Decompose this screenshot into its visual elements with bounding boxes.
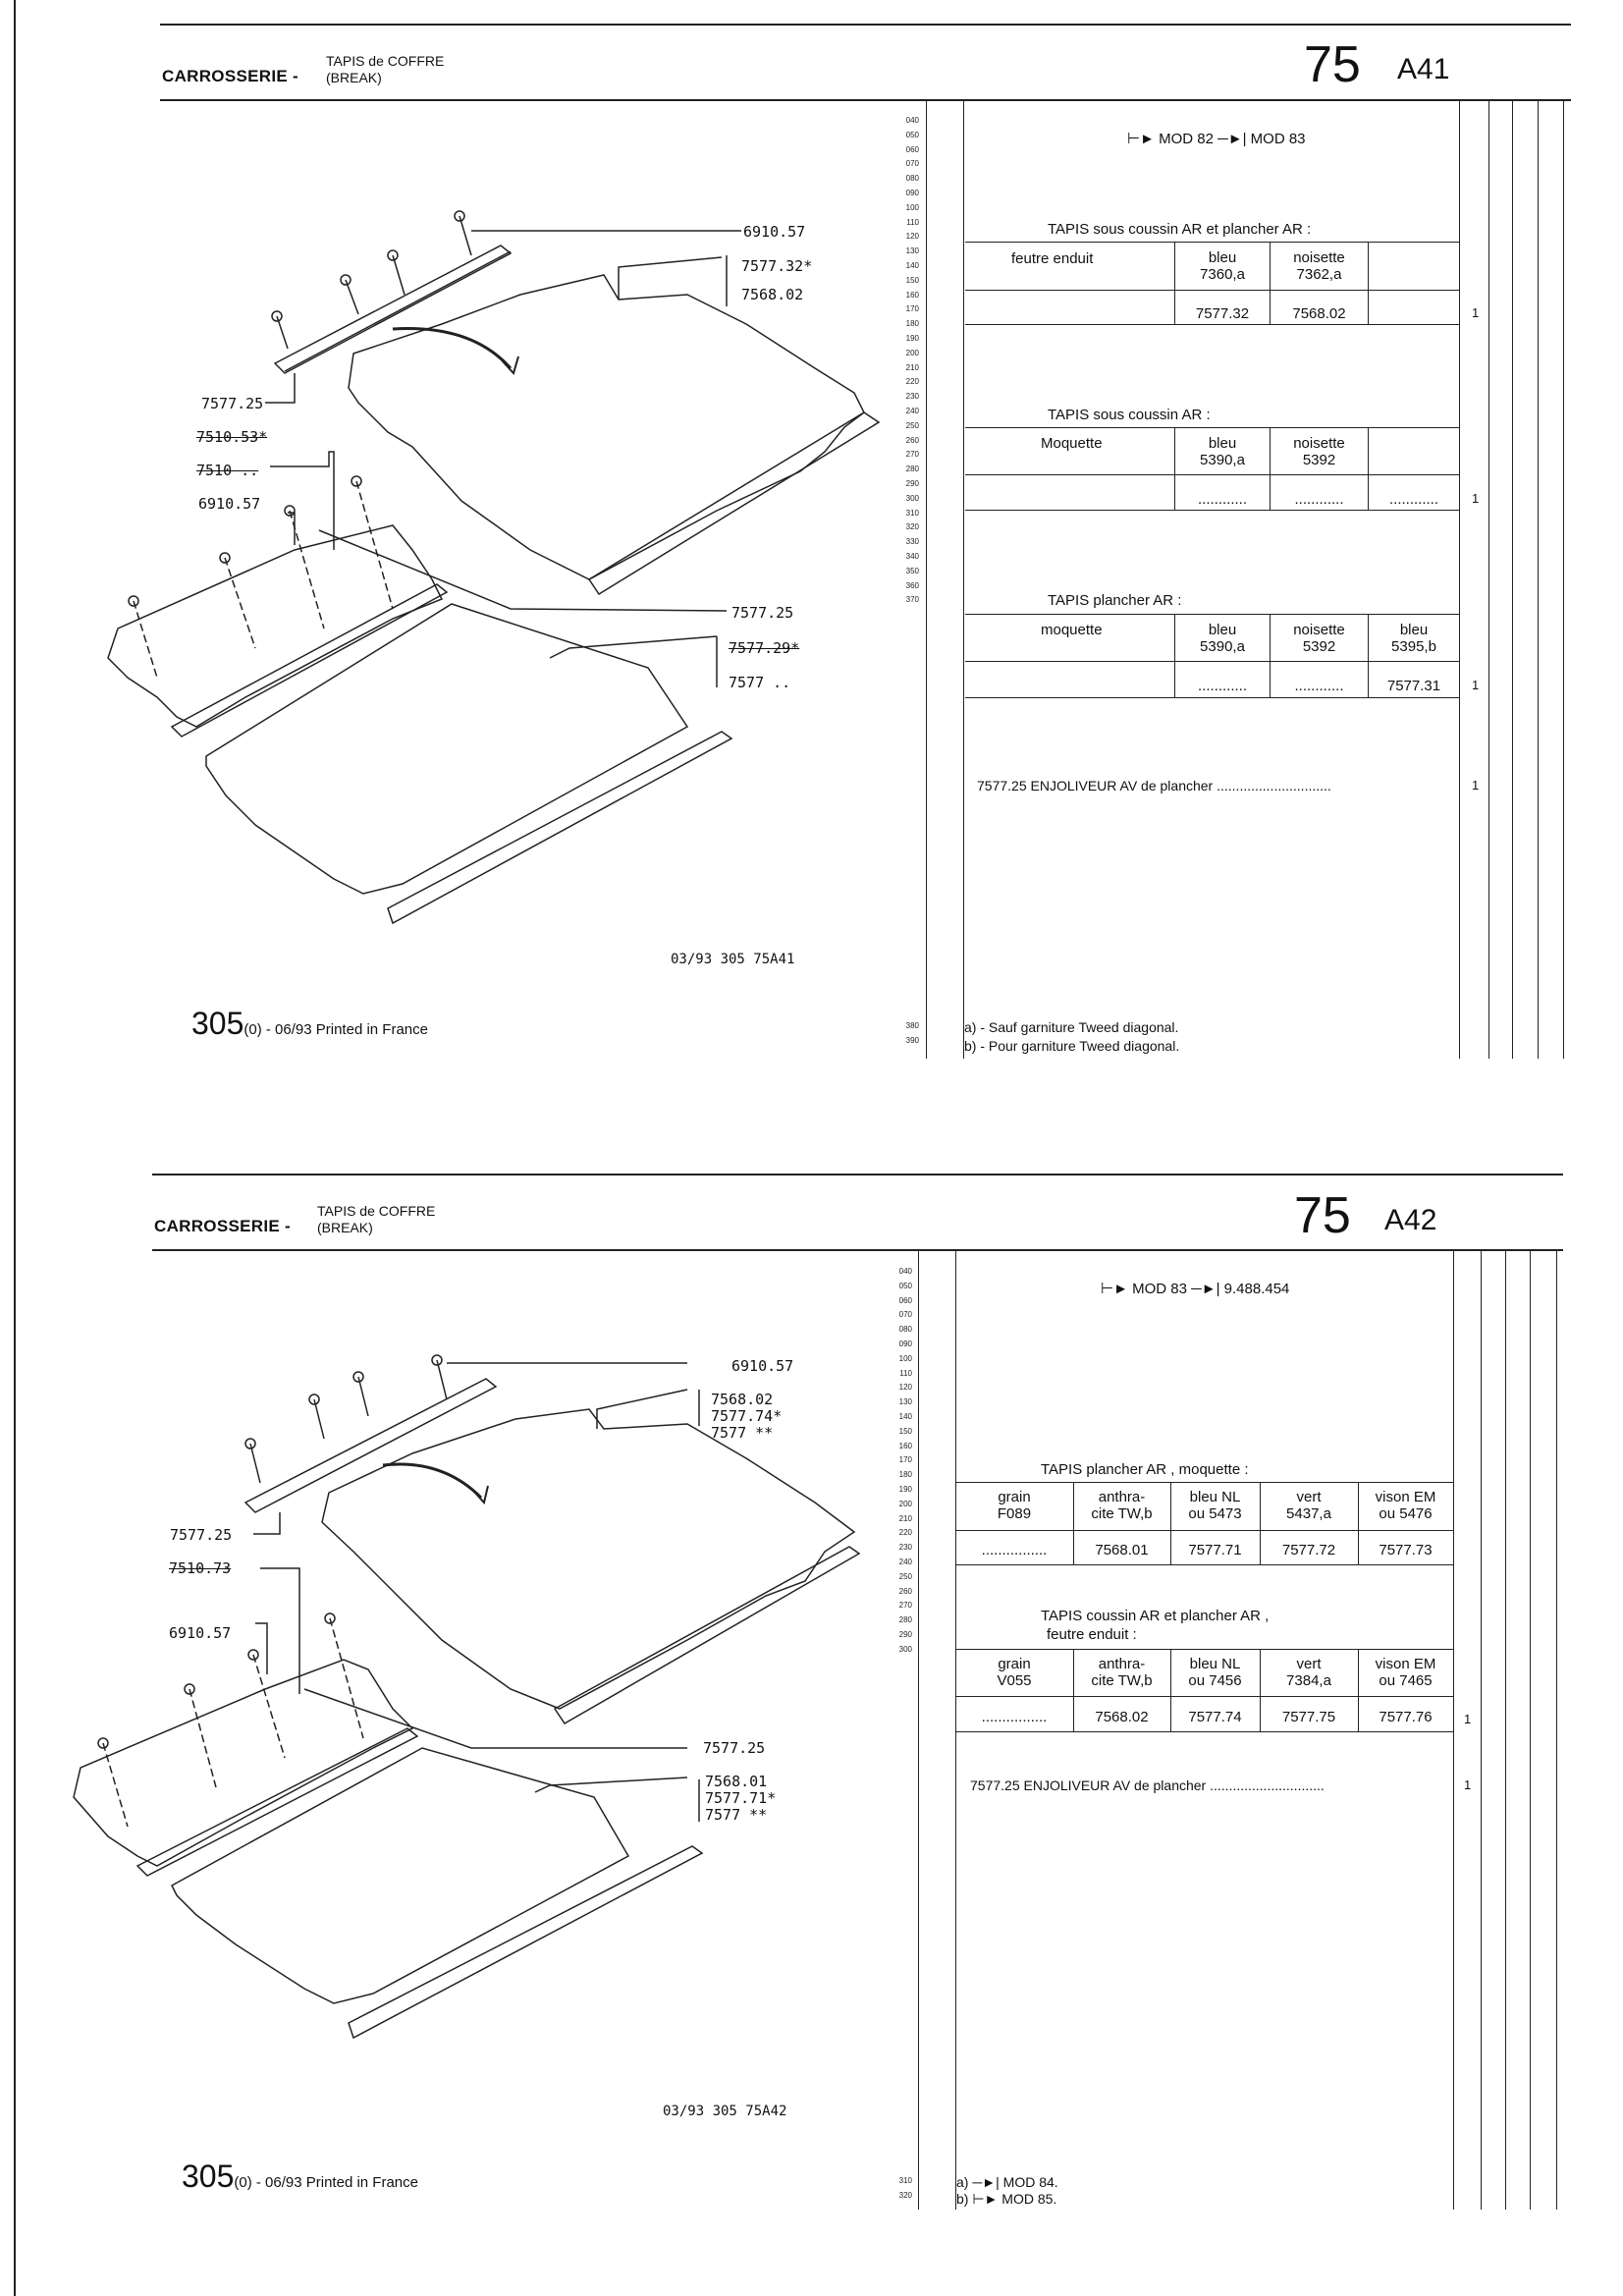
- row-number: 070: [905, 159, 919, 169]
- row-number: 150: [898, 1426, 912, 1436]
- row-number: 090: [905, 188, 919, 197]
- table3-description: moquette: [1041, 622, 1103, 638]
- row-number: 080: [905, 174, 919, 184]
- callout-label: 7577.25: [731, 604, 794, 622]
- callout-label: 7577 **: [711, 1424, 774, 1442]
- table-cell-value: 7577.75: [1281, 1709, 1336, 1725]
- table1-col1-value: 7577.32: [1195, 305, 1250, 322]
- table2-quantity: 1: [1472, 491, 1480, 506]
- table3-col1-value: ............: [1197, 678, 1247, 694]
- callout-label-superseded: 7510.53*: [196, 428, 268, 446]
- table3-col1-header: bleu 5390,a: [1200, 622, 1245, 655]
- table1-col2-value: 7568.02: [1292, 305, 1346, 322]
- enjoliveur-line: 7577.25 ENJOLIVEUR AV de plancher ..............................: [970, 1777, 1325, 1793]
- plate-code: A41: [1397, 53, 1450, 85]
- row-number: 330: [905, 537, 919, 547]
- table2-col2-value: ............: [1294, 491, 1344, 508]
- row-number: 270: [905, 450, 919, 460]
- row-number: 090: [898, 1339, 912, 1348]
- group-number: 75: [1294, 1187, 1351, 1244]
- row-number: 130: [905, 246, 919, 256]
- plate-code: A42: [1384, 1204, 1437, 1236]
- callout-label: 7577.25: [201, 395, 264, 412]
- table2-title: TAPIS coussin AR et plancher AR ,: [1041, 1608, 1270, 1624]
- row-number: 230: [898, 1543, 912, 1553]
- row-number: 300: [905, 493, 919, 503]
- row-number: 110: [906, 217, 919, 227]
- row-number: 260: [905, 435, 919, 445]
- table-cell-value: 7577.71: [1188, 1542, 1242, 1558]
- footer-model: 305: [191, 1006, 244, 1041]
- row-number: 100: [905, 202, 919, 212]
- callout-label: 7577.25: [170, 1526, 233, 1544]
- drawing-reference: 03/93 305 75A41: [671, 952, 795, 967]
- enjoliveur-quantity: 1: [1464, 1777, 1472, 1792]
- note-b: b) - Pour garniture Tweed diagonal.: [964, 1038, 1180, 1054]
- table3-title: TAPIS plancher AR :: [1048, 592, 1182, 609]
- row-number: 060: [898, 1295, 912, 1305]
- row-number: 380: [905, 1021, 919, 1030]
- row-number: 190: [898, 1484, 912, 1494]
- table-column-header: bleu NL ou 7456: [1188, 1656, 1242, 1689]
- row-number: 140: [905, 260, 919, 270]
- table-cell-value: 7577.72: [1281, 1542, 1336, 1558]
- row-number: 350: [905, 566, 919, 575]
- table-cell-value: 7577.74: [1188, 1709, 1242, 1725]
- section-title: CARROSSERIE -: [154, 1217, 291, 1235]
- note-a: a) - Sauf garniture Tweed diagonal.: [964, 1019, 1179, 1035]
- row-number: 360: [905, 580, 919, 590]
- row-number: 150: [905, 275, 919, 285]
- table2-title-line2: feutre enduit :: [1047, 1626, 1137, 1643]
- subtitle-line-2: (BREAK): [326, 70, 382, 85]
- group-number: 75: [1304, 36, 1361, 93]
- row-number: 070: [898, 1310, 912, 1320]
- row-number: 230: [905, 392, 919, 402]
- table1-description: feutre enduit: [1011, 250, 1094, 267]
- arrow-end-icon: ─►|: [1217, 131, 1247, 147]
- row-number: 250: [905, 420, 919, 430]
- row-number: 320: [898, 2190, 912, 2200]
- row-number: 170: [905, 304, 919, 314]
- subtitle-line-1: TAPIS de COFFRE: [317, 1203, 436, 1219]
- row-number: 220: [905, 377, 919, 387]
- row-number: 120: [905, 232, 919, 242]
- row-number: 310: [905, 508, 919, 518]
- table-column-header: vison EM ou 7465: [1375, 1656, 1436, 1689]
- row-number: 320: [905, 522, 919, 532]
- table-cell-value: 7568.02: [1095, 1709, 1149, 1725]
- arrow-start-icon: ⊢►: [972, 2191, 999, 2207]
- arrow-end-icon: ─►|: [972, 2174, 1000, 2190]
- footer-model: 305: [182, 2159, 235, 2194]
- row-number: 180: [905, 319, 919, 329]
- table-cell-value: 7577.76: [1379, 1709, 1433, 1725]
- row-number: 280: [905, 465, 919, 474]
- table2-col1-header: bleu 5390,a: [1200, 435, 1245, 468]
- callout-label: 6910.57: [743, 223, 806, 241]
- table2-quantity: 1: [1464, 1712, 1472, 1726]
- row-number: 300: [898, 1644, 912, 1654]
- callout-label: 7568.02: [741, 286, 804, 303]
- row-number: 290: [898, 1629, 912, 1639]
- table1-title: TAPIS sous coussin AR et plancher AR :: [1048, 221, 1312, 238]
- footer-text: (0) - 06/93 Printed in France: [243, 1021, 428, 1038]
- callout-label: 7577 ..: [729, 674, 791, 691]
- table2-title: TAPIS sous coussin AR :: [1048, 407, 1211, 423]
- row-number: 290: [905, 478, 919, 488]
- subtitle-line-1: TAPIS de COFFRE: [326, 53, 445, 69]
- table-column-header: anthra- cite TW,b: [1091, 1489, 1153, 1522]
- row-number: 110: [899, 1368, 912, 1378]
- row-number: 260: [898, 1586, 912, 1596]
- table3-col3-header: bleu 5395,b: [1391, 622, 1436, 655]
- row-number: 270: [898, 1601, 912, 1611]
- table1-quantity: 1: [1472, 305, 1480, 320]
- callout-label: 7568.01: [705, 1773, 768, 1790]
- table-cell-value: ................: [981, 1542, 1048, 1558]
- row-number: 210: [898, 1513, 912, 1523]
- row-number: 050: [905, 130, 919, 139]
- row-number: 220: [898, 1528, 912, 1538]
- section-title: CARROSSERIE -: [162, 67, 298, 85]
- row-number-column-bottom: [885, 2174, 912, 2204]
- table1-col1-header: bleu 7360,a: [1200, 249, 1245, 283]
- row-number: 190: [905, 333, 919, 343]
- row-number: 040: [898, 1267, 912, 1276]
- callout-label: 7577 **: [705, 1806, 768, 1824]
- note-b: b) ⊢► MOD 85.: [956, 2191, 1057, 2207]
- exploded-drawing-a41: [0, 0, 1623, 1080]
- row-number: 250: [898, 1571, 912, 1581]
- mod-line: ⊢► MOD 82 ─►| MOD 83: [1127, 131, 1306, 147]
- table2-description: Moquette: [1041, 435, 1103, 452]
- table-cell-value: 7568.01: [1095, 1542, 1149, 1558]
- row-number: 210: [905, 362, 919, 372]
- mod-line: ⊢► MOD 83 ─►| 9.488.454: [1101, 1281, 1290, 1297]
- row-number: 130: [898, 1397, 912, 1407]
- callout-label: 6910.57: [198, 495, 261, 513]
- table-column-header: grain F089: [997, 1489, 1032, 1522]
- row-number: 080: [898, 1325, 912, 1335]
- callout-label: 6910.57: [731, 1357, 794, 1375]
- row-number: 140: [898, 1411, 912, 1421]
- row-number: 340: [905, 551, 919, 561]
- table3-col2-value: ............: [1294, 678, 1344, 694]
- callout-label: 6910.57: [169, 1624, 232, 1642]
- table1-title: TAPIS plancher AR , moquette :: [1041, 1461, 1249, 1478]
- row-number: 390: [905, 1035, 919, 1045]
- row-number: 310: [898, 2176, 912, 2185]
- row-number: 240: [905, 406, 919, 415]
- row-number: 040: [905, 116, 919, 125]
- table2-col3-value: ............: [1388, 491, 1438, 508]
- drawing-reference: 03/93 305 75A42: [663, 2104, 787, 2119]
- table-column-header: anthra- cite TW,b: [1091, 1656, 1153, 1689]
- row-number: 200: [898, 1499, 912, 1508]
- table-column-header: grain V055: [997, 1656, 1032, 1689]
- callout-label-superseded: 7510.73: [169, 1559, 232, 1577]
- table-column-header: vison EM ou 5476: [1375, 1489, 1436, 1522]
- arrow-end-icon: ─►|: [1191, 1281, 1220, 1297]
- table-cell-value: 7577.73: [1379, 1542, 1433, 1558]
- row-number: 060: [905, 144, 919, 154]
- table-column-header: bleu NL ou 5473: [1188, 1489, 1242, 1522]
- table3-col2-header: noisette 5392: [1293, 622, 1345, 655]
- callout-label-superseded: 7510 ..: [196, 462, 259, 479]
- table3-quantity: 1: [1472, 678, 1480, 692]
- exploded-drawing-a42: [0, 1159, 1623, 2141]
- table-column-header: vert 5437,a: [1286, 1489, 1331, 1522]
- footer-text: (0) - 06/93 Printed in France: [234, 2174, 418, 2191]
- row-number: 170: [898, 1455, 912, 1465]
- callout-label-superseded: 7577.29*: [729, 639, 800, 657]
- enjoliveur-quantity: 1: [1472, 778, 1480, 793]
- table1-col2-header: noisette 7362,a: [1293, 249, 1345, 283]
- table-cell-value: ................: [981, 1709, 1048, 1725]
- enjoliveur-line: 7577.25 ENJOLIVEUR AV de plancher ..............................: [977, 778, 1331, 793]
- callout-label: 7577.74*: [711, 1407, 783, 1425]
- table2-col1-value: ............: [1197, 491, 1247, 508]
- row-number: 370: [905, 595, 919, 605]
- subtitle-line-2: (BREAK): [317, 1220, 373, 1235]
- row-number: 280: [898, 1615, 912, 1625]
- table2-col2-header: noisette 5392: [1293, 435, 1345, 468]
- row-number: 120: [898, 1383, 912, 1393]
- row-number: 160: [905, 290, 919, 300]
- callout-label: 7568.02: [711, 1391, 774, 1408]
- row-number: 100: [898, 1353, 912, 1363]
- row-number: 240: [898, 1557, 912, 1566]
- arrow-start-icon: ⊢►: [1101, 1281, 1128, 1297]
- callout-label: 7577.71*: [705, 1789, 777, 1807]
- row-number: 160: [898, 1441, 912, 1450]
- arrow-start-icon: ⊢►: [1127, 131, 1155, 147]
- table-column-header: vert 7384,a: [1286, 1656, 1331, 1689]
- row-number: 050: [898, 1281, 912, 1290]
- row-number: 180: [898, 1470, 912, 1480]
- row-number: 200: [905, 348, 919, 357]
- note-a: a) ─►| MOD 84.: [956, 2174, 1058, 2190]
- callout-label: 7577.25: [703, 1739, 766, 1757]
- callout-label: 7577.32*: [741, 257, 813, 275]
- footer: [182, 2159, 418, 2195]
- table3-col3-value: 7577.31: [1386, 678, 1441, 694]
